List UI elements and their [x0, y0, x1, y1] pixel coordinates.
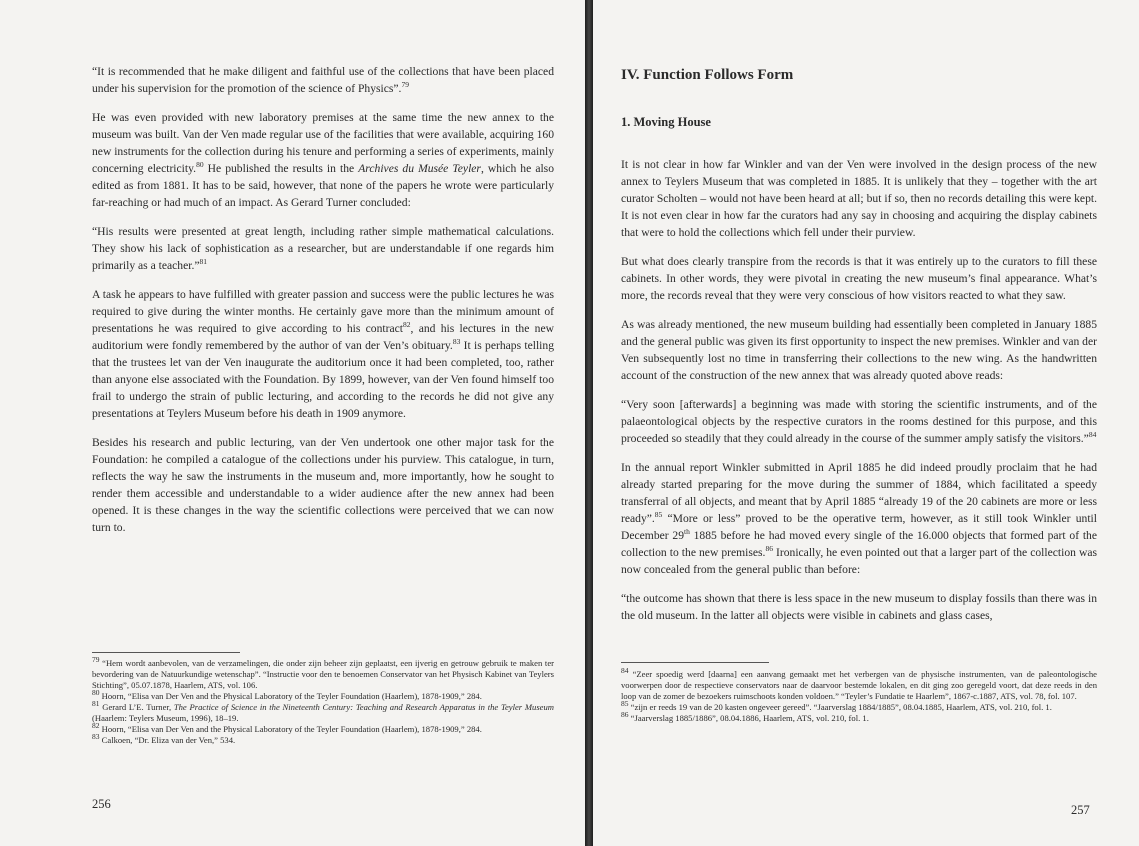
paragraph: It is not clear in how far Winkler and van der Ven were involved in the design process of the new annex to Teylers Museum that was completed in 1885. It is unlikely that they – together with the art curator Scholten – would not have been heard at all; but if so, then no records detailing this were kept. It is not even clear in how far the curators had any say in choosing and acquiring the display cabinets that were to hold the collections which fell under their purview. — [621, 158, 1097, 239]
right-footnotes — [621, 666, 1097, 724]
page-number: 257 — [1071, 803, 1090, 817]
footnote: $^{81}$ Gerard L’E. Turner, The Practice of Science in the Nineteenth Century: Teaching and Research Apparatus in the Teyler Museum (Haarlem: Teylers Museum, 1996), 18–19. — [92, 699, 554, 723]
footnote: $^{86}$ “Jaarverslag 1885/1886”, 08.04.1886, Haarlem, ATS, vol. 210, fol. 1. — [621, 710, 869, 723]
right-page-body — [621, 60, 1097, 636]
footnote: $^{83}$ Calkoen, “Dr. Eliza van der Ven,” 534. — [92, 732, 236, 745]
footnote: $^{82}$ Hoorn, “Elisa van Der Ven and the Physical Laboratory of the Teyler Foundation (Haarlem), 1878-1909,” 284. — [92, 721, 482, 734]
paragraph: A task he appears to have fulfilled with greater passion and success were the public lectures he was required to give during the winter months. He certainly gave more than the minimum amount of presentations he was required to give according to his contract$^{82}$, and his lectures in the new auditorium were fondly remembered by the author of van der Ven’s obituary.$^{83}$ It is perhaps telling that the trustees let van der Ven inaugurate the auditorium once it had been completed, too, rather than anyone else associated with the Foundation. By 1899, however, van der Ven found himself too frail to undergo the strain of public lecturing, and according to the records he did not give any presentations at Teylers Museum before his death in 1909 anymore. — [92, 288, 555, 420]
paragraph: But what does clearly transpire from the records is that it was entirely up to the curators to fill these cabinets. In other words, they were pivotal in creating the new museum’s final appearance. What’s more, the records reveal that they were very conscious of how visitors reacted to what they saw. — [621, 255, 1097, 302]
page-number: 256 — [92, 797, 111, 811]
block-quote: “Very soon [afterwards] a beginning was made with storing the scientific instruments, and of the palaeontological objects by the respective curators in the rooms destined for this purpose, and this proceeded so steadily that they could already in the course of the summer amply satisfy the visitors.”$^{84}$ — [621, 398, 1097, 445]
paragraph: In the annual report Winkler submitted in April 1885 he did indeed proudly proclaim that he had already started preparing for the move during the summer of 1884, which facilitated a speedy transferral of all objects, and meant that by April 1885 “already 19 of the 20 cabinets are more or less ready”.$^{85}$ “More or less” proved to be the operative term, however, as it still took Winkler until December 29th 1885 before he had moved every single of the 16.000 objects that formed part of the collection to the new premises.$^{86}$ Ironically, he even pointed out that a larger part of the collection was now concealed from the general public than before: — [621, 461, 1098, 576]
ordinal-suffix: th — [684, 527, 690, 537]
footnote-ref: 85 — [654, 510, 663, 520]
section-heading: 1. Moving House — [621, 115, 711, 129]
paragraph: He was even provided with new laboratory premises at the same time the new annex to the museum was built. Van der Ven made regular use of the facilities that were available, acquiring 160 new instruments for the collection during his tenure and performing a series of experiments, mainly concerning electricity.$^{80}$ He published the results in the Archives du Musée Teyler, which he also edited as from 1881. It has to be said, however, that none of the papers he wrote were particularly far-reaching or had much of an impact. As Gerard Turner concluded: — [92, 111, 555, 209]
footnote: $^{85}$ “zijn er reeds 19 van de 20 kasten ongeveer gereed”. “Jaarverslag 1884/1885”, 08.04.1885, Haarlem, ATS, vol. 210, fol. 1. — [621, 699, 1052, 712]
chapter-heading: IV. Function Follows Form — [621, 67, 794, 83]
paragraph: “It is recommended that he make diligent and faithful use of the collections that have been placed under his supervision for the promotion of the science of Physics”.$^{79}$ — [92, 65, 554, 95]
paragraph: Besides his research and public lecturing, van der Ven undertook one other major task for the Foundation: he compiled a catalogue of the collections under his purview. This catalogue, in turn, reflects the way he saw the instruments in the museum and, more importantly, how he sought to render them accessible and understandable to a wider audience after the new annex had been opened. It is these changes in the way the scientific collections were perceived that we can now turn to. — [92, 436, 554, 534]
book-gutter — [585, 0, 593, 846]
right-page — [593, 0, 1139, 846]
footnote-ref: 86 — [765, 544, 773, 554]
footnote-ref: 82 — [403, 320, 411, 330]
paragraph: As was already mentioned, the new museum building had essentially been completed in January 1885 and the general public was given its first opportunity to inspect the new premises. Winkler and van der Ven subsequently lost no time in transferring their collections to the new wing. As the handwritten account of the construction of the new annex that was already quoted above reads: — [621, 318, 1097, 382]
footnote-ref: 79 — [401, 80, 409, 90]
footnote: $^{84}$ “Zeer spoedig werd [daarna] een aanvang gemaakt met het verbergen van de physische instrumenten, van de paleontologische voorwerpen door de respectieve conservators naar de daarvoor bestemde lokalen, en dit ging zoo geregeld voort, dat deze reeds in den loop van de zomer de bezoekers ruimschoots konden voldoen.” “Teyler’s Fundatie te Haarlem”, 1867-c.1887, ATS, vol. 78, fol. 107. — [621, 666, 1097, 701]
footnote: $^{80}$ Hoorn, “Elisa van Der Ven and the Physical Laboratory of the Teyler Foundation (Haarlem), 1878-1909,” 284. — [92, 688, 482, 701]
footnote-divider — [621, 662, 769, 663]
footnote: $^{79}$ “Hem wordt aanbevolen, van de verzamelingen, die onder zijn beheer zijn geplaatst, een ijverig en getrouw gebruik te maken ter bevordering van de Natuurkundige wetenschap”. “Instructie voor den te benoemen Conservator van het Physisch Kabinet van Teylers Stichting”, 05.07.1878, Haarlem, ATS, vol. 106. — [92, 655, 554, 690]
block-quote: “His results were presented at great length, including rather simple mathematical calculations. They show his lack of sophistication as a researcher, but are understandable if one regards him primarily as a teacher.”$^{81}$ — [92, 225, 554, 272]
left-page-body — [92, 63, 554, 548]
footnote-divider — [92, 652, 240, 653]
footnote-ref: 84 — [1088, 430, 1097, 440]
footnote-ref: 83 — [452, 337, 461, 347]
footnote-ref: 81 — [199, 257, 208, 267]
left-footnotes — [92, 655, 554, 746]
block-quote: “the outcome has shown that there is less space in the new museum to display fossils than there was in the old museum. In the latter all objects were visible in cabinets and glass cases, — [621, 592, 1097, 622]
footnote-ref: 80 — [196, 160, 204, 170]
